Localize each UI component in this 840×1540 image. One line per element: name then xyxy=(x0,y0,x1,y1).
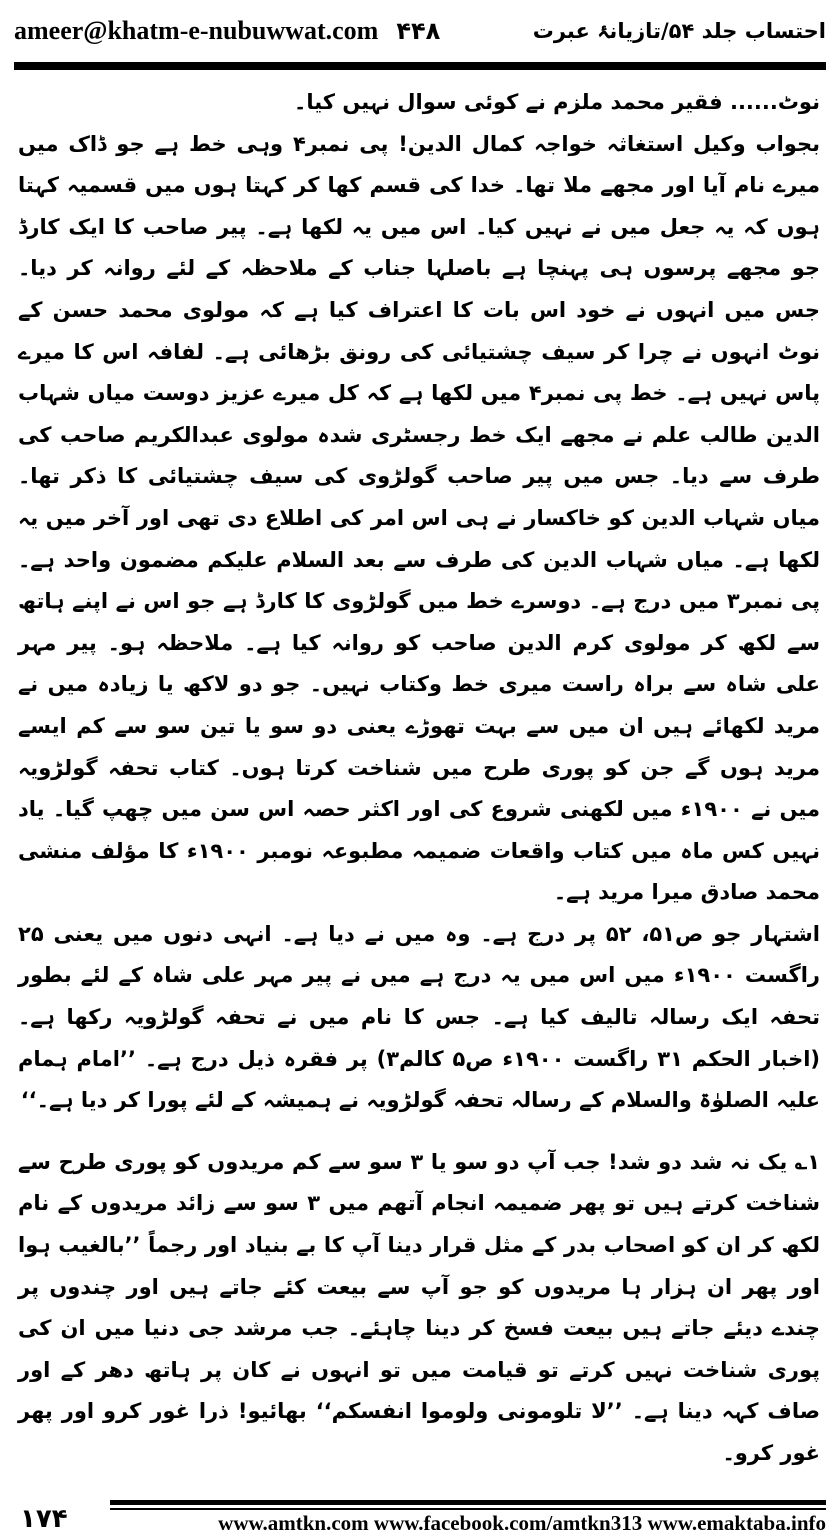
footer-right xyxy=(110,1500,826,1536)
header-left xyxy=(14,16,440,46)
note-line: نوٹ...... فقیر محمد ملزم نے کوئی سوال نہیں کیا۔ xyxy=(294,90,820,114)
footnote: ۱؎ یک نہ شد دو شد! جب آپ دو سو یا ۳ سو سے کم مریدوں کو پوری طرح سے شناخت کرتے ہیں تو پھر ضمیمہ انجام آتھم میں ۳ سو سے زائد مریدوں کے نام لکھ کر ان کو اصحاب بدر کے مثل قرار دینا آپ کا بے بنیاد اور رجماً ’’بالغیب ہوا اور پھر ان ہزار ہا مریدوں کو جو آپ سے بیعت کئے جاتے ہیں اور چندوں پر چندے دیئے جاتے ہیں بیعت فسخ کر دینا چاہئے۔ جب مرشد جی دنیا میں ان کی پوری شناخت نہیں کرتے تو قیامت میں تو انہوں نے کان پر ہاتھ دھر کے اور صاف کہہ دینا ہے۔ ’’لا تلومونی ولوموا انفسکم‘‘ بھائیو! ذرا غور کرو اور پھر غور کرو۔ xyxy=(18,1149,821,1465)
header-page-number: ۴۴۸ xyxy=(396,17,441,45)
page-body xyxy=(18,82,820,1475)
footer-page-number: ۱۷۴ xyxy=(20,1504,68,1534)
header-book-title: احتساب جلد ۵۴/تازیانۂ عبرت xyxy=(532,19,826,43)
footnote-gap xyxy=(18,1122,820,1142)
body-paragraph-main: بجواب وکیل استغاثہ خواجہ کمال الدین! پی نمبر۴ وہی خط ہے جو ڈاک میں میرے نام آیا اور مجھے ملا تھا۔ خدا کی قسم کھا کر کہتا ہوں میں قسمیہ کہتا ہوں کہ یہ جعل میں نے نہیں کیا۔ اس میں یہ لکھا ہے۔ پیر صاحب کا ایک کارڈ جو مجھے پرسوں ہی پہنچا ہے باصلہا جناب کے ملاحظہ کے لئے روانہ کر دیا۔ جس میں انہوں نے خود اس بات کا اعتراف کیا ہے کہ مولوی محمد حسن کے نوٹ انہوں نے چرا کر سیف چشتیائی کی رونق بڑھائی ہے۔ لفافہ اس کا میرے پاس نہیں ہے۔ خط پی نمبر۴ میں لکھا ہے کہ کل میرے عزیز دوست میاں شہاب الدین طالب علم نے مجھے ایک خط رجسٹری شدہ مولوی عبدالکریم صاحب کی طرف سے دیا۔ جس میں پیر صاحب گولڑوی کی سیف چشتیائی کا ذکر تھا۔ میاں شہاب الدین کو خاکسار نے ہی اس امر کی اطلاع دی تھی اور آخر میں یہ لکھا ہے۔ میاں شہاب الدین کی طرف سے بعد السلام علیکم مضمون واحد ہے۔ پی نمبر۳ میں درج ہے۔ دوسرے خط میں گولڑوی کا کارڈ ہے جو اس نے اپنے ہاتھ سے لکھ کر مولوی کرم الدین صاحب کو روانہ کیا ہے۔ ملاحظہ ہو۔ پیر مہر علی شاہ سے براہ راست میری خط وکتاب نہیں۔ جو دو لاکھ یا زیادہ میں نے مرید لکھائے ہیں ان میں سے بہت تھوڑے یعنی دو سو یا تین سو سے کم ایسے مرید ہوں گے جن کو پوری طرح میں شناخت کرتا ہوں۔ کتاب تحفہ گولڑویہ میں نے ۱۹۰۰ء میں لکھنی شروع کی اور اکثر حصہ اس سن میں چھپ گیا۔ یاد نہیں کس ماہ میں کتاب واقعات ضمیمہ مطبوعہ نومبر ۱۹۰۰ء کا مؤلف منشی محمد صادق میرا مرید ہے۔ xyxy=(18,131,820,905)
footer-rule-thick xyxy=(110,1500,826,1505)
page-header xyxy=(14,6,826,56)
header-email: ameer@khatm-e-nubuwwat.com xyxy=(14,16,379,45)
page-footer xyxy=(14,1496,826,1536)
body-paragraph-ishtihar: اشتہار جو ص۵۱، ۵۲ پر درج ہے۔ وہ میں نے دیا ہے۔ انہی دنوں میں یعنی ۲۵ راگست ۱۹۰۰ء میں اس میں یہ درج ہے میں نے پیر مہر علی شاہ کے لئے بطور تحفہ ایک رسالہ تالیف کیا ہے۔ جس کا نام میں نے تحفہ گولڑویہ رکھا ہے۔ (اخبار الحکم ۳۱ راگست ۱۹۰۰ء ص۵ کالم۳) پر فقرہ ذیل درج ہے۔ ’’امام ہمام علیہ الصلوٰۃ والسلام کے رسالہ تحفہ گولڑویہ نے ہمیشہ کے لئے پورا کر دیا ہے۔‘‘ xyxy=(18,921,821,1113)
header-rule xyxy=(14,62,826,70)
footer-links: www.amtkn.com www.facebook.com/amtkn313 www.emaktaba.info xyxy=(218,1511,826,1535)
